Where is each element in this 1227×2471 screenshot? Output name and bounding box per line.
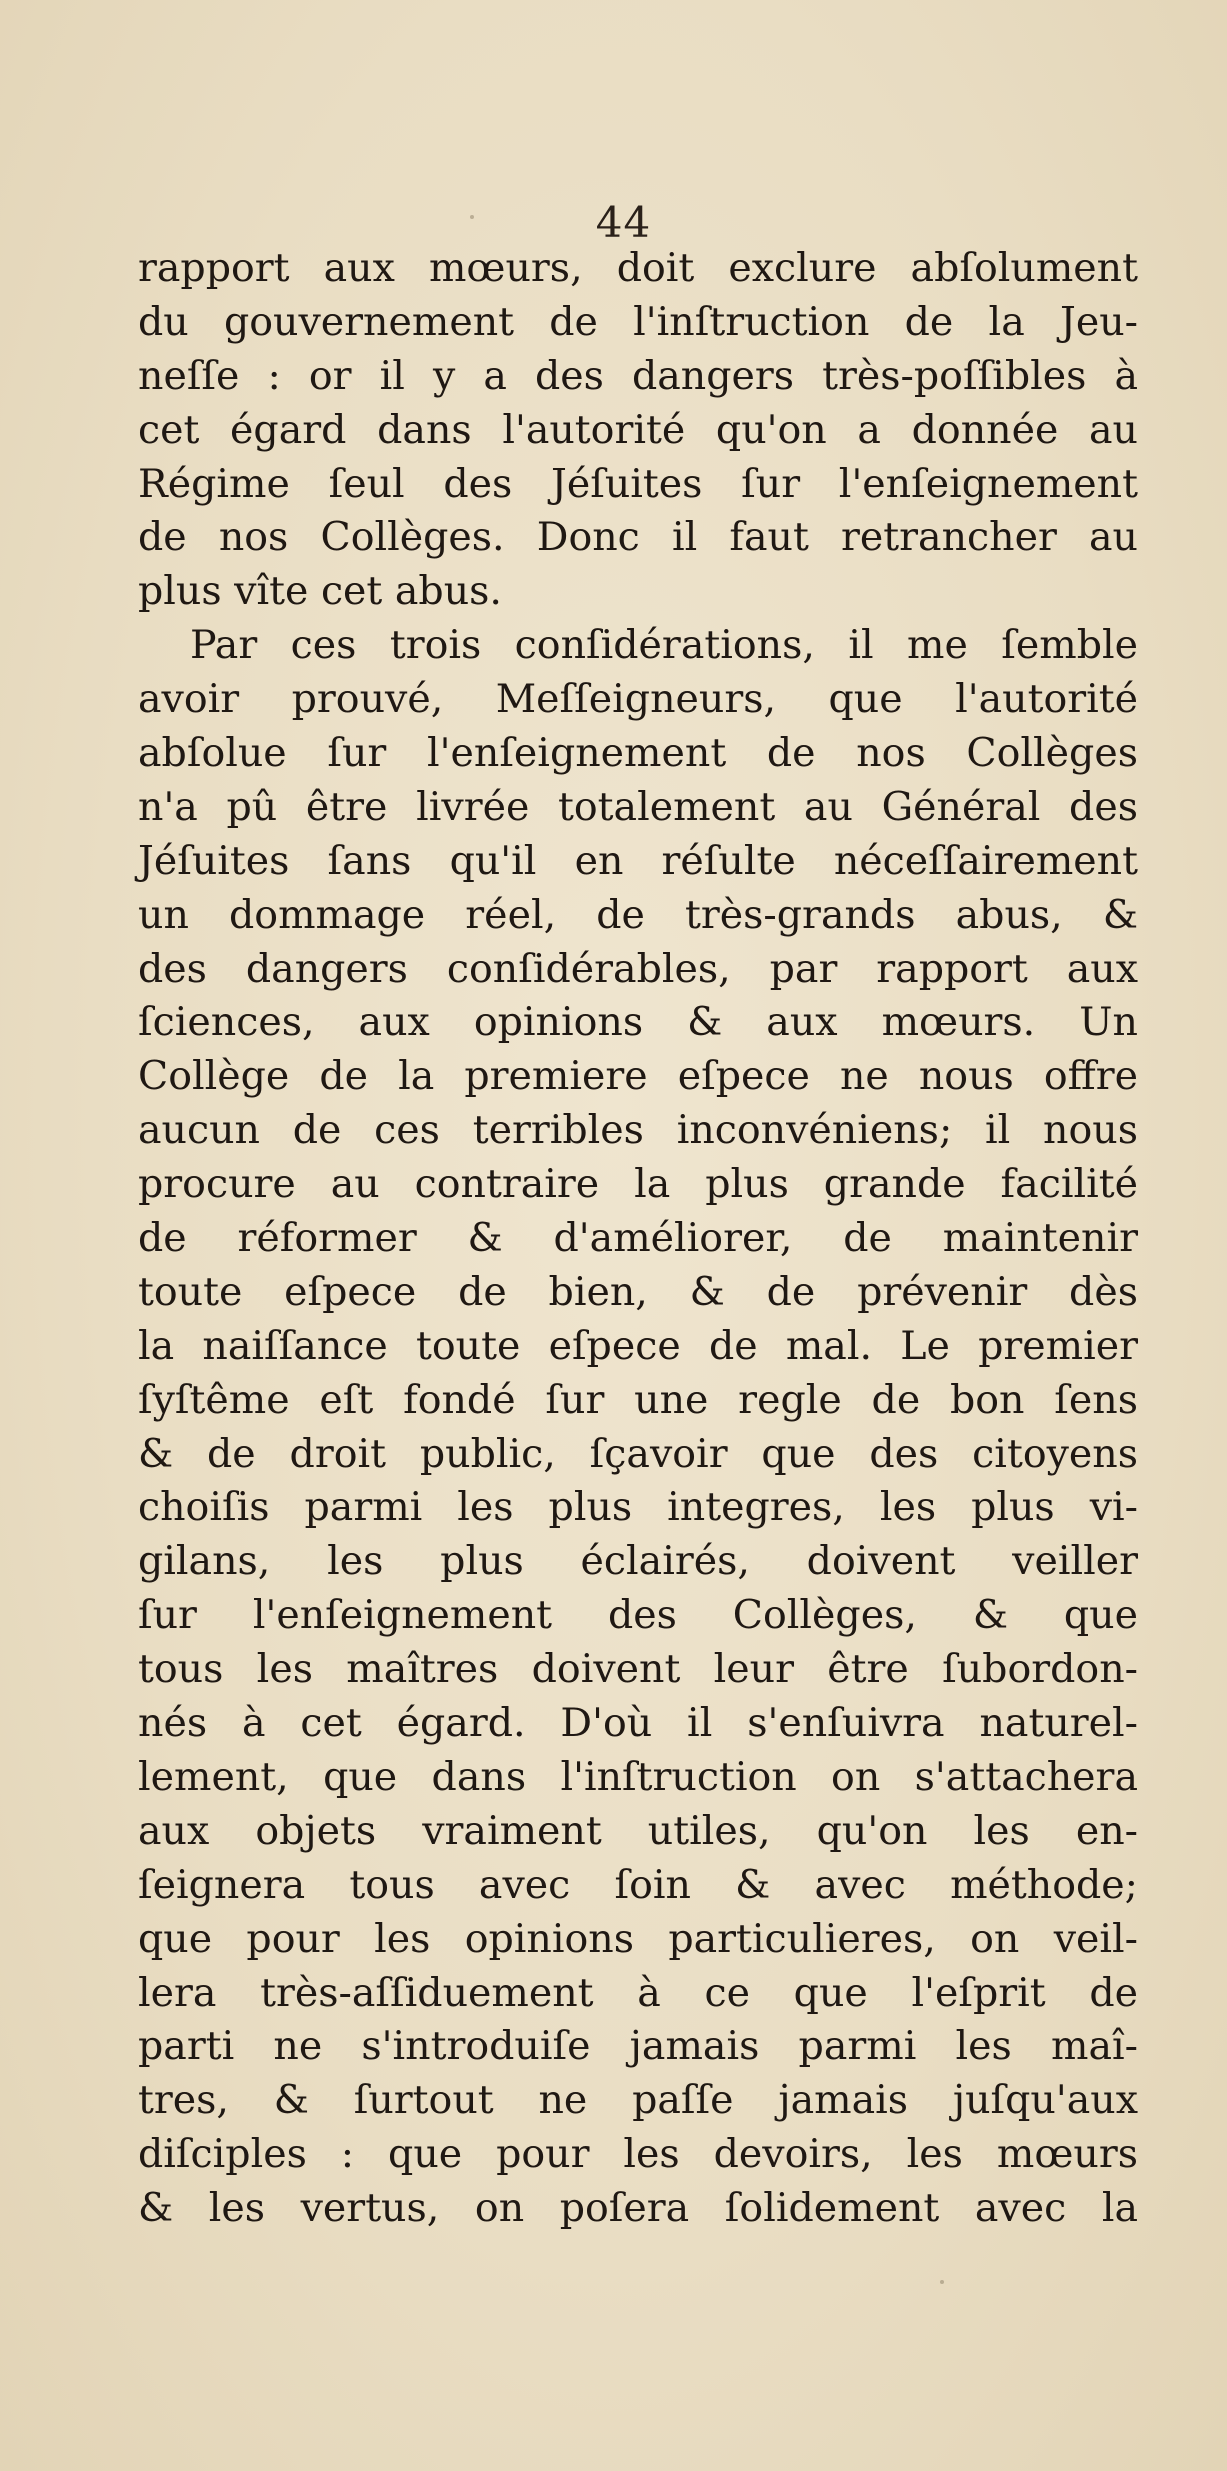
text-line: cet égard dans l'autorité qu'on a donnée au [138, 406, 1138, 453]
text-line: plus vîte cet abus. [138, 568, 502, 615]
text-line: de réformer & d'améliorer, de maintenir [138, 1215, 1138, 1262]
text-line: ſeignera tous avec ſoin & avec méthode; [138, 1861, 1138, 1908]
text-line: ſciences, aux opinions & aux mœurs. Un [138, 999, 1138, 1046]
text-line: du gouvernement de l'inſtruction de la Jeu- [138, 298, 1138, 345]
body-text [138, 242, 1138, 2236]
text-line: un dommage réel, de très-grands abus, & [138, 891, 1138, 938]
text-line: avoir prouvé, Meſſeigneurs, que l'autorité [138, 676, 1138, 723]
text-line: diſciples : que pour les devoirs, les mœurs [138, 2131, 1138, 2178]
text-line: & de droit public, ſçavoir que des citoyens [138, 1430, 1138, 1477]
text-line: parti ne s'introduiſe jamais parmi les maî- [138, 2023, 1138, 2070]
text-line: des dangers conſidérables, par rapport aux [138, 945, 1138, 992]
text-line: aux objets vraiment utiles, qu'on les en- [138, 1807, 1138, 1854]
text-line: & les vertus, on poſera ſolidement avec la [138, 2185, 1138, 2232]
page-number: 44 [595, 198, 652, 247]
paper-speck [940, 2280, 944, 2284]
text-line: de nos Collèges. Donc il faut retrancher au [138, 514, 1138, 561]
text-line: Jéſuites ſans qu'il en réſulte néceſſairement [138, 837, 1138, 884]
text-line: procure au contraire la plus grande facilité [138, 1161, 1138, 1208]
text-line: aucun de ces terribles inconvéniens; il nous [138, 1107, 1138, 1154]
text-line: gilans, les plus éclairés, doivent veiller [138, 1538, 1138, 1585]
text-line: tous les maîtres doivent leur être ſubordon- [138, 1646, 1138, 1693]
text-line: ſur l'enſeignement des Collèges, & que [138, 1592, 1138, 1639]
text-line: nés à cet égard. D'où il s'enſuivra naturel- [138, 1700, 1138, 1747]
text-line: Régime ſeul des Jéſuites ſur l'enſeignement [138, 460, 1138, 507]
text-line: neſſe : or il y a des dangers très-poſſibles à [138, 352, 1138, 399]
text-line: lement, que dans l'inſtruction on s'attachera [138, 1753, 1138, 1800]
paragraph-start-line: Par ces trois conſidérations, il me ſemble [190, 622, 1138, 669]
text-line: que pour les opinions particulieres, on veil- [138, 1915, 1138, 1962]
text-line: abſolue ſur l'enſeignement de nos Collèges [138, 730, 1138, 777]
text-line: rapport aux mœurs, doit exclure abſolument [138, 245, 1138, 291]
text-line: la naiſſance toute eſpece de mal. Le premier [138, 1322, 1138, 1369]
text-line: toute eſpece de bien, & de prévenir dès [138, 1268, 1138, 1315]
text-line: ſyſtême eſt fondé ſur une regle de bon ſens [138, 1376, 1138, 1423]
text-line: Collège de la premiere eſpece ne nous offre [138, 1053, 1138, 1100]
text-line: lera très-aſſiduement à ce que l'eſprit de [138, 1969, 1138, 2016]
text-line: n'a pû être livrée totalement au Général des [138, 783, 1138, 830]
text-line: choiſis parmi les plus integres, les plus vi- [138, 1484, 1138, 1531]
text-line: tres, & ſurtout ne paſſe jamais juſqu'aux [138, 2077, 1138, 2124]
paper-speck [470, 215, 474, 219]
